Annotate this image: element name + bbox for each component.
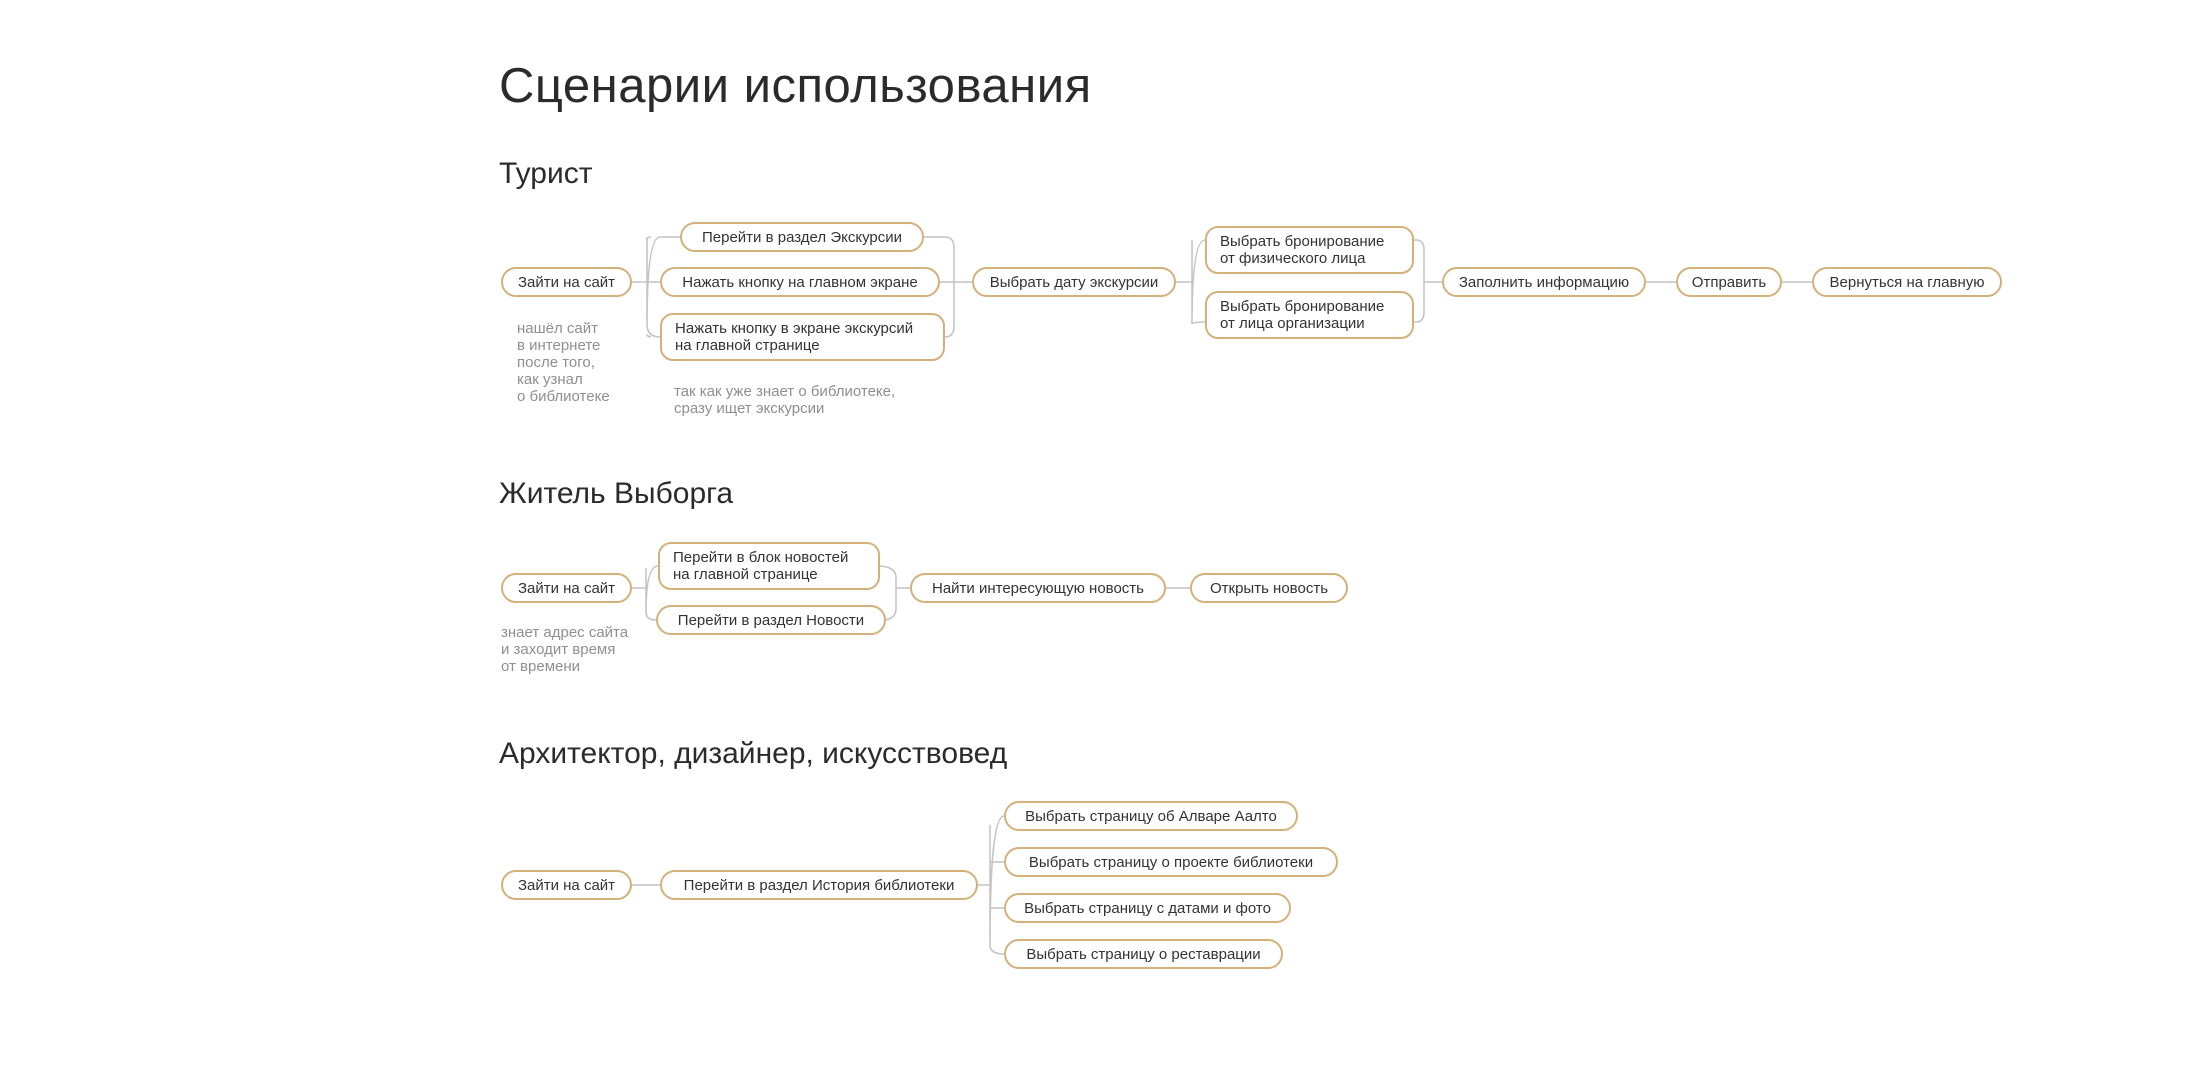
- note-resident-knows-address: знает адрес сайта и заходит время от времени: [501, 624, 629, 675]
- node-booking-individual: Выбрать бронирование от физического лица: [1205, 226, 1414, 274]
- node-enter-site: Зайти на сайт: [501, 870, 632, 900]
- note-tourist-found-site: нашёл сайт в интернете после того, как узнал о библиотеке: [517, 320, 610, 405]
- node-go-to-excursions: Перейти в раздел Экскурсии: [680, 222, 924, 252]
- node-find-news: Найти интересующую новость: [910, 573, 1166, 603]
- section-title-resident: Житель Выборга: [499, 477, 734, 510]
- node-page-restoration: Выбрать страницу о реставрации: [1004, 939, 1283, 969]
- section-title-architect: Архитектор, дизайнер, искусствовед: [499, 737, 1008, 770]
- node-open-news: Открыть новость: [1190, 573, 1348, 603]
- node-page-dates-photos: Выбрать страницу с датами и фото: [1004, 893, 1291, 923]
- section-title-tourist: Турист: [499, 157, 593, 190]
- node-page-library-project: Выбрать страницу о проекте библиотеки: [1004, 847, 1338, 877]
- node-choose-excursion-date: Выбрать дату экскурсии: [972, 267, 1176, 297]
- node-go-to-news-section: Перейти в раздел Новости: [656, 605, 886, 635]
- node-press-main-screen-button: Нажать кнопку на главном экране: [660, 267, 940, 297]
- node-go-to-news-block: Перейти в блок новостей на главной странице: [658, 542, 880, 590]
- node-enter-site: Зайти на сайт: [501, 573, 632, 603]
- node-enter-site: Зайти на сайт: [501, 267, 632, 297]
- node-return-home: Вернуться на главную: [1812, 267, 2002, 297]
- node-booking-organization: Выбрать бронирование от лица организации: [1205, 291, 1414, 339]
- node-submit: Отправить: [1676, 267, 1782, 297]
- node-press-excursions-button: Нажать кнопку в экране экскурсий на главной странице: [660, 313, 945, 361]
- note-tourist-knows-library: так как уже знает о библиотеке, сразу ищет экскурсии: [674, 383, 896, 417]
- page-title: Сценарии использования: [499, 59, 1092, 113]
- node-fill-information: Заполнить информацию: [1442, 267, 1646, 297]
- node-go-to-library-history: Перейти в раздел История библиотеки: [660, 870, 978, 900]
- node-page-alvar-aalto: Выбрать страницу об Алваре Аалто: [1004, 801, 1298, 831]
